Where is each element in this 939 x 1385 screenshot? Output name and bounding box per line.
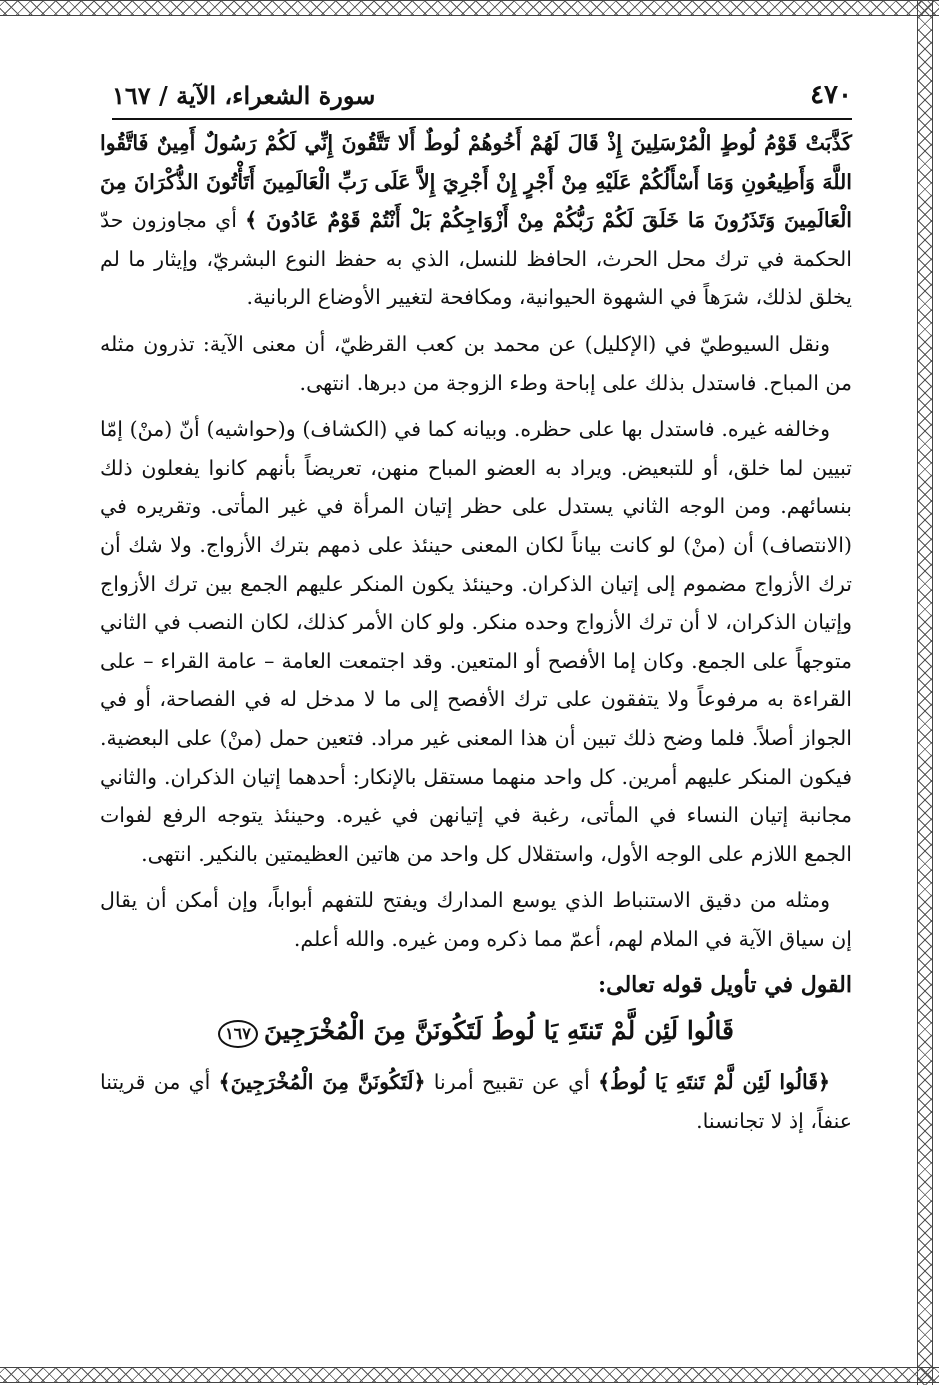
page-number: ٤٧٠ [810, 80, 852, 110]
decorative-border-bottom [0, 1367, 939, 1383]
quran-verse-quote-2: ﴿لَتَكُونَنَّ مِنَ الْمُخْرَجِينَ﴾ [218, 1070, 426, 1095]
decorative-border-top [0, 0, 939, 16]
commentary-text-2: أي من قريتنا عنفاً، إذ لا تجانسنا. [100, 1070, 852, 1133]
commentary-text-1: أي عن تقبيح أمرنا [425, 1070, 599, 1095]
ayah-number-marker: ١٦٧ [218, 1020, 258, 1048]
paragraph-1 [100, 124, 852, 317]
verse-display-text: قَالُوا لَئِن لَّمْ تَنتَهِ يَا لُوطُ لَتَكُونَنَّ مِنَ الْمُخْرَجِينَ [263, 1016, 734, 1046]
paragraph-3: وخالفه غيره. فاستدل بها على حظره. وبيانه كما في (الكشاف) و(حواشيه) أنّ (منْ) إمّا تبيين لما خلق، أو للتبعيض. ويراد به العضو المباح منهن، تعريضاً بأنهم كانوا يفعلون ذلك بنسائهم. ومن الوجه الثاني يستدل على حظر إتيان المرأة في غير المأتى. وتقريره في (الانتصاف) أن (منْ) لو كانت بياناً لكان المعنى حينئذ على ذمهم بترك الأزواج. ولا شك أن ترك الأزواج مضموم إلى إتيان الذكران. وحينئذ يكون المنكر عليهم الجمع بين ترك الأزواج وإتيان الذكران، لا أن ترك الأزواج وحده منكر. ولو كان الأمر كذلك، لكان النصب في الثاني متوجهاً على الجمع. وكان إما الأفصح أو المتعين. وقد اجتمعت العامة – عامة القراء – على القراءة به مرفوعاً ولا يتفقون على ترك الأفصح إلى ما لا مدخل له في الفصاحة، أو في الجواز أصلاً. فلما وضح ذلك تبين أن هذا المعنى غير مراد. فتعين حمل (منْ) على البعضية. فيكون المنكر عليهم أمرين. كل واحد منهما مستقل بالإنكار: أحدهما إتيان الذكران. والثاني مجانبة إتيان النساء في المأتى، رغبة في إتيانهن في غيره. وحينئذ يتوجه الرفع لفوات الجمع اللازم على الوجه الأول، واستقلال كل واحد من هاتين العظيمتين بالنكير. انتهى. [100, 417, 852, 866]
paragraph-5 [100, 1063, 852, 1140]
section-heading: القول في تأويل قوله تعالى: [598, 972, 852, 999]
commentary-text: أي مجاوزون حدّ الحكمة في ترك محل الحرث، الحافظ للنسل، الذي به حفظ النوع البشريّ، وإيثار ما لم يخلق لذلك، شرَهاً في الشهوة الحيوانية، ومكافحة لتغيير الأوضاع الربانية. [100, 208, 852, 310]
surah-reference: سورة الشعراء، الآية / ١٦٧ [112, 80, 376, 110]
quran-verse-quote-1: ﴿قَالُوا لَئِن لَّمْ تَنتَهِ يَا لُوطُ﴾ [598, 1070, 831, 1095]
decorative-border-right [917, 0, 933, 1385]
quran-verse: كَذَّبَتْ قَوْمُ لُوطٍ الْمُرْسَلِينَ إِذْ قَالَ لَهُمْ أَخُوهُمْ لُوطٌ أَلا تَتَّقُونَ إِنِّي لَكُمْ رَسُولٌ أَمِينٌ فَاتَّقُوا اللَّهَ وَأَطِيعُونِ وَمَا أَسْأَلُكُمْ عَلَيْهِ مِنْ أَجْرٍ إِنْ أَجْرِيَ إِلاَّ عَلَى رَبِّ الْعَالَمِينَ أَتَأْتُونَ الذُّكْرَانَ مِنَ الْعَالَمِينَ وَتَذَرُونَ مَا خَلَقَ لَكُمْ رَبُّكُمْ مِنْ أَزْوَاجِكُمْ بَلْ أَنْتُمْ قَوْمٌ عَادُونَ ﴾ [100, 131, 853, 233]
paragraph-4: ومثله من دقيق الاستنباط الذي يوسع المدارك ويفتح للتفهم أبواباً، وإن أمكن أن يقال إن سياق الآية في الملام لهم، أعمّ مما ذكره ومن غيره. والله أعلم. [100, 888, 852, 951]
verse-display [100, 1009, 852, 1053]
page-header [112, 72, 852, 120]
paragraph-2: ونقل السيوطيّ في (الإكليل) عن محمد بن كعب القرظيّ، أن معنى الآية: تذرون مثله من المباح. فاستدل بذلك على إباحة وطء الزوجة من دبرها. انتهى. [100, 331, 852, 395]
page-body [100, 124, 852, 1148]
